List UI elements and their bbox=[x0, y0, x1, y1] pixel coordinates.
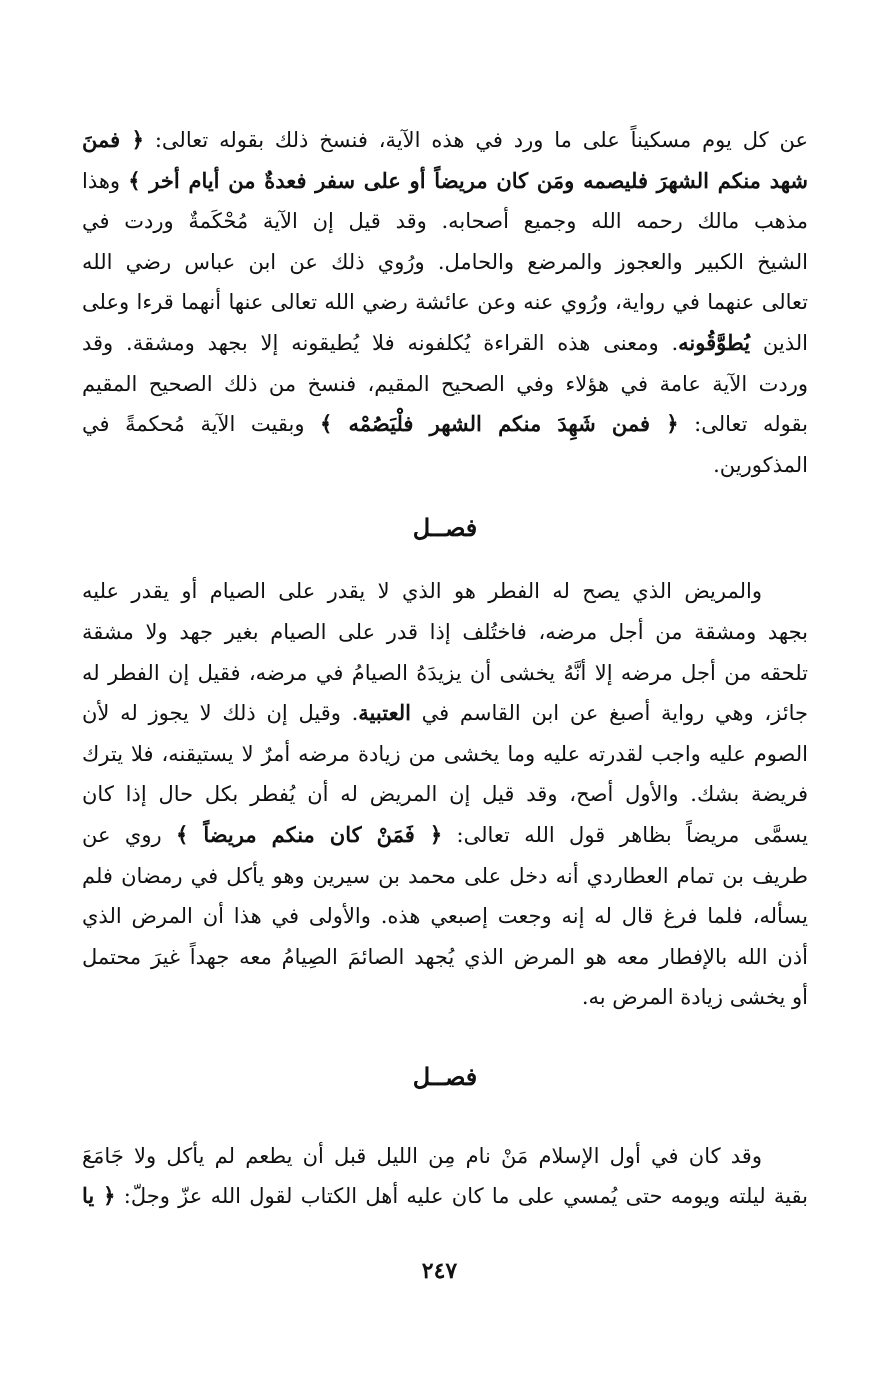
text-line bbox=[82, 612, 808, 653]
text-run: يسمَّى مريضاً بظاهر قول الله تعالى: bbox=[442, 822, 808, 847]
text-run: مذهب مالك رحمه الله وجميع أصحابه. وقد قيل إن الآية مُحْكَمةٌ وردت في bbox=[82, 209, 808, 234]
text-line bbox=[82, 445, 808, 486]
text-line bbox=[82, 1136, 808, 1177]
text-line bbox=[82, 364, 808, 405]
text-line bbox=[82, 937, 808, 978]
text-run: الشيخ الكبير والعجوز والمرضع والحامل. ورُوي ذلك عن ابن عباس رضي الله bbox=[82, 249, 808, 274]
text-line bbox=[82, 774, 808, 815]
text-line bbox=[82, 161, 808, 202]
text-run: وردت الآية عامة في هؤلاء وفي الصحيح المقيم، فنسخ من ذلك الصحيح المقيم bbox=[82, 371, 808, 396]
text-line bbox=[82, 896, 808, 937]
page-number: ٢٤٧ bbox=[421, 1258, 458, 1284]
text-run: . ومعنى هذه القراءة يُكلفونه فلا يُطيقونه إلا بجهد ومشقة. وقد bbox=[82, 330, 679, 355]
text-line bbox=[82, 1176, 808, 1217]
text-run: أو يخشى زيادة المرض به. bbox=[581, 985, 808, 1010]
text-run: جائز، وهي رواية أصبغ عن ابن القاسم في bbox=[410, 701, 808, 726]
text-line bbox=[82, 323, 808, 364]
bold-text-run: شهد منكم الشهرَ فليصمه ومَن كان مريضاً أو على سفر فعدةٌ من أيام أخر ﴾ bbox=[128, 167, 808, 193]
text-run: فريضة بشك. والأول أصح، وقد قيل إن المريض له أن يُفطر بكل حال إذا كان bbox=[82, 782, 808, 807]
text-run: . وقيل إن ذلك لا يجوز له لأن bbox=[82, 701, 359, 726]
text-run: وهذا bbox=[82, 168, 129, 193]
paragraph-1 bbox=[82, 120, 808, 485]
text-line bbox=[82, 242, 808, 283]
bold-text-run: العتبية bbox=[358, 700, 411, 726]
text-run: الصوم عليه واجب لقدرته عليه وما يخشى من زيادة مرضه أمرٌ لا يستيقنه، فلا يترك bbox=[82, 741, 808, 766]
text-run: تعالى عنهما في رواية، ورُوي عنه وعن عائشة رضي الله تعالى عنها أنهما قرءا وعلى bbox=[82, 290, 808, 315]
text-run: يسأله، فلما فرغ قال له إنه وجعت إصبعي هذه. والأولى في هذا أن المرض الذي bbox=[82, 904, 808, 929]
text-line bbox=[82, 404, 808, 445]
document-page bbox=[82, 120, 808, 1217]
text-line bbox=[82, 734, 808, 775]
text-run: وقد كان في أول الإسلام مَنْ نام مِن الليل قبل أن يطعم لم يأكل ولا جَامَعَ bbox=[82, 1143, 762, 1168]
text-line bbox=[82, 282, 808, 323]
text-line bbox=[82, 571, 808, 612]
text-line bbox=[82, 653, 808, 694]
text-line bbox=[82, 693, 808, 734]
text-line bbox=[82, 815, 808, 856]
text-run: تلحقه من أجل مرضه إلا أنَّهُ يخشى أن يزيدَهُ الصيامُ في مرضه، فقيل إن الفطر له bbox=[82, 660, 808, 685]
text-run: بقوله تعالى: bbox=[678, 412, 808, 437]
text-line bbox=[82, 856, 808, 897]
paragraph-3 bbox=[82, 1136, 808, 1217]
text-run: طريف بن تمام العطاردي أنه دخل على محمد بن سيرين وهو يأكل في رمضان فلم bbox=[82, 863, 808, 888]
text-run: المذكورين. bbox=[713, 452, 808, 477]
paragraph-2 bbox=[82, 571, 808, 1018]
bold-text-run: ﴿ فَمَنْ كان منكم مريضاً ﴾ bbox=[176, 821, 443, 847]
section-heading: فصــل bbox=[412, 513, 478, 543]
text-line bbox=[82, 977, 808, 1018]
text-run: أذن الله بالإفطار معه هو المرض الذي يُجهد الصائمَ الصِيامُ معه جهداً غيرَ محتمل bbox=[82, 944, 808, 969]
text-run: وبقيت الآية مُحكمةً في bbox=[82, 412, 321, 437]
text-line bbox=[82, 120, 808, 161]
bold-text-run: يُطوَّقُونه bbox=[678, 329, 751, 355]
text-run: روي عن bbox=[82, 822, 176, 847]
text-run: والمريض الذي يصح له الفطر هو الذي لا يقدر على الصيام أو يقدر عليه bbox=[82, 579, 762, 604]
section-heading: فصــل bbox=[412, 1061, 478, 1091]
bold-text-run: ﴿ فمنَ bbox=[82, 127, 144, 152]
text-run: بجهد ومشقة من أجل مرضه، فاختُلف إذا قدر على الصيام بغير جهد ولا مشقة bbox=[82, 619, 808, 644]
text-line bbox=[82, 201, 808, 242]
bold-text-run: ﴿ يا bbox=[82, 1183, 116, 1209]
text-run: الذين bbox=[750, 330, 808, 355]
text-run: بقية ليلته ويومه حتى يُمسي على ما كان عليه أهل الكتاب لقول الله عزّ وجلّ: bbox=[115, 1184, 808, 1209]
text-run: عن كل يوم مسكيناً على ما ورد في هذه الآية، فنسخ ذلك بقوله تعالى: bbox=[143, 128, 808, 152]
bold-text-run: ﴿ فمن شَهِدَ منكم الشهر فلْيَصُمْه ﴾ bbox=[320, 411, 679, 437]
